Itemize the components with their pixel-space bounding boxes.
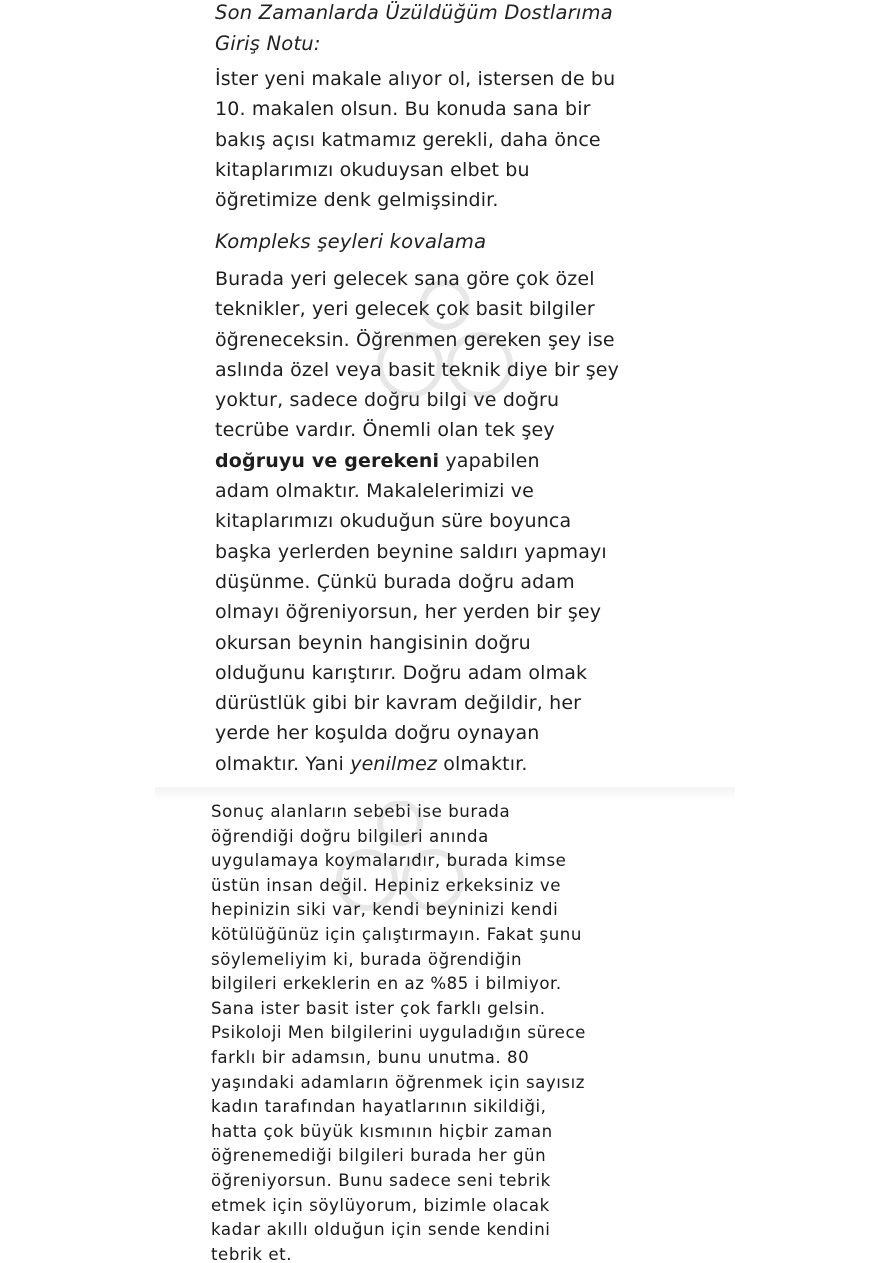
text-line: hepinizin siki var, kendi beyninizi kendi	[211, 900, 559, 920]
intro-heading-line: Giriş Notu:	[215, 32, 321, 55]
text-line: yerde her koşulda doğru oynayan	[215, 722, 540, 745]
text-line: kadar akıllı olduğun için sende kendini	[211, 1220, 551, 1240]
text-line: olduğunu karıştırır. Doğru adam olmak	[215, 661, 588, 684]
text-line: etmek için söylüyorum, bizimle olacak	[211, 1195, 550, 1215]
text-line: Sonuç alanların sebebi ise burada	[211, 802, 511, 821]
text-line: düşünme. Çünkü burada doğru adam	[215, 570, 575, 593]
emphasis-bold: doğruyu ve gerekeni	[215, 449, 440, 472]
text-fragment: yapabilen	[439, 449, 540, 472]
screenshot-seam	[155, 787, 735, 801]
text-line: İster yeni makale alıyor ol, istersen de bu	[215, 68, 616, 90]
text-line: söylemeliyim ki, burada öğrendiğin	[211, 949, 523, 969]
text-line: öğrendiği doğru bilgileri anında	[211, 826, 489, 846]
text-line: adam olmaktır. Makalelerimizi ve	[215, 480, 535, 503]
text-line: kadın tarafından hayatlarının sikildiği,	[211, 1097, 547, 1117]
text-line: üstün insan değil. Hepiniz erkeksiniz ve	[211, 875, 561, 895]
text-line: Psikoloji Men bilgilerini uyguladığın sürece	[211, 1023, 586, 1043]
intro-heading	[215, 0, 685, 59]
emphasis-italic: yenilmez	[350, 752, 438, 775]
text-line: yaşındaki adamların öğrenmek için sayısız	[211, 1072, 586, 1092]
text-line: kitaplarımızı okuduğun süre boyunca	[215, 510, 572, 533]
body-paragraph	[215, 264, 685, 779]
text-line: olmayı öğreniyorsun, her yerden bir şey	[215, 601, 602, 624]
text-line: Sana ister basit ister çok farklı gelsin.	[211, 998, 546, 1018]
text-line: tecrübe vardır. Önemli olan tek şey	[215, 419, 555, 442]
text-line: 10. makalen olsun. Bu konuda sana bir	[215, 98, 591, 121]
text-line: öğretimize denk gelmişsindir.	[215, 189, 499, 212]
text-line: teknikler, yeri gelecek çok basit bilgiler	[215, 298, 595, 321]
text-line: tebrik et.	[211, 1244, 293, 1263]
text-line: bakış açısı katmamız gerekli, daha önce	[215, 128, 601, 151]
text-line: başka yerlerden beynine saldırı yapmayı	[215, 540, 607, 563]
text-fragment: olmaktır.	[437, 752, 528, 775]
text-line: yoktur, sadece doğru bilgi ve doğru	[215, 389, 560, 412]
text-fragment: olmaktır. Yani	[215, 752, 351, 775]
text-line: bilgileri erkeklerin en az %85 i bilmiyor.	[211, 974, 562, 994]
section-heading: Kompleks şeyleri kovalama	[215, 230, 487, 253]
text-line: hatta çok büyük kısmının hiçbir zaman	[211, 1121, 553, 1141]
text-line: uygulamaya koymalarıdır, burada kimse	[211, 851, 567, 871]
text-line: okursan beynin hangisinin doğru	[215, 631, 531, 654]
text-line: kitaplarımızı okuduysan elbet bu	[215, 158, 530, 181]
text-line: öğrenemediği bilgileri burada her gün	[211, 1146, 547, 1166]
text-line: öğreneceksin. Öğrenmen gereken şey ise	[215, 328, 615, 351]
text-line: aslında özel veya basit teknik diye bir şey	[215, 358, 620, 381]
text-line: dürüstlük gibi bir kavram değildir, her	[215, 692, 582, 715]
text-line: kötülüğünüz için çalıştırmayın. Fakat şunu	[211, 924, 582, 944]
text-line: öğreniyorsun. Bunu sadece seni tebrik	[211, 1170, 551, 1190]
text-line: farklı bir adamsın, bunu unutma. 80	[211, 1047, 530, 1067]
conclusion-paragraph	[211, 800, 681, 1263]
text-line: Burada yeri gelecek sana göre çok özel	[215, 268, 595, 290]
article-lower	[211, 800, 681, 1263]
intro-heading-line: Son Zamanlarda Üzüldüğüm Dostlarıma	[215, 1, 613, 24]
intro-paragraph	[215, 64, 685, 215]
